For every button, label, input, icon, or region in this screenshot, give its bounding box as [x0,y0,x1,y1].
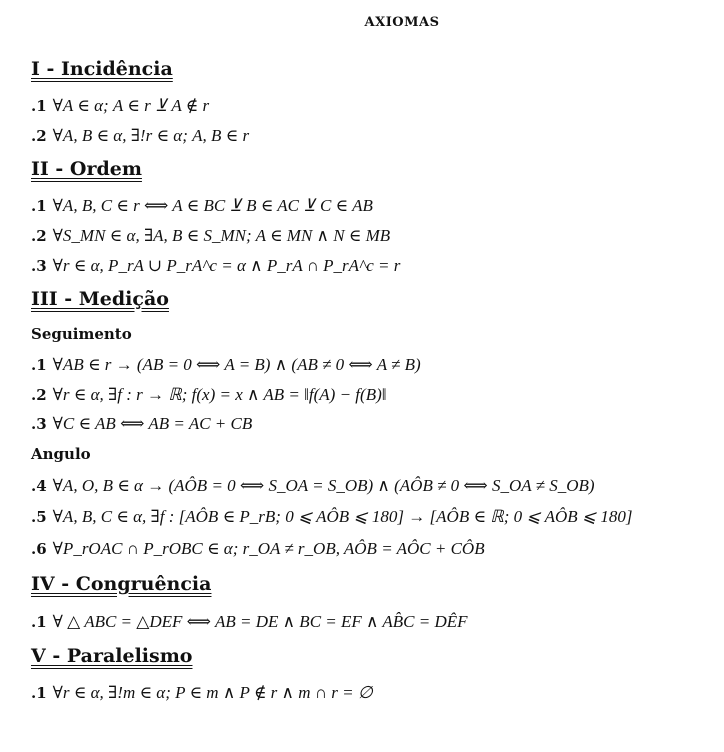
section-heading-ordem: II - Ordem [31,158,142,180]
axiom-medicao-3 [31,414,252,434]
axiom-formula: ∀S_MN ∈ α, ∃A, B ∈ S_MN; A ∈ MN ∧ N ∈ MB [52,226,391,245]
axiom-number: .1 [31,356,47,374]
axiom-medicao-4 [31,476,595,496]
section-heading-congruencia: IV - Congruência [31,573,212,595]
axiom-formula: ∀A, B, C ∈ α, ∃f : [AÔB ∈ P_rB; 0 ⩽ AÔB ⩽ 180] → [AÔB ∈ ℝ; 0 ⩽ AÔB ⩽ 180] [52,507,633,526]
subheading-angulo: Angulo [31,445,91,463]
section-heading-medicao: III - Medição [31,288,169,310]
axiom-congruencia-1 [31,612,468,632]
axiom-number: .6 [31,540,47,558]
axiom-formula: ∀A, B, C ∈ r ⟺ A ∈ BC ⊻ B ∈ AC ⊻ C ∈ AB [52,196,373,215]
page-title: AXIOMAS [364,15,440,30]
axiom-formula: ∀ △ ABC = △DEF ⟺ AB = DE ∧ BC = EF ∧ AB̂C = DÊF [52,612,468,631]
axiom-number: .3 [31,415,47,433]
axiom-paralelismo-1 [31,683,373,703]
axiom-medicao-5 [31,507,633,527]
axiom-number: .1 [31,613,47,631]
axiom-formula: ∀P_rOAC ∩ P_rOBC ∈ α; r_OA ≠ r_OB, AÔB = AÔC + CÔB [52,539,485,558]
axiom-formula: ∀r ∈ α, P_rA ∪ P_rA^c = α ∧ P_rA ∩ P_rA^c = r [52,256,401,275]
subheading-seguimento: Seguimento [31,325,132,343]
section-heading-paralelismo: V - Paralelismo [31,645,193,667]
axiom-number: .2 [31,227,47,245]
axiom-number: .4 [31,477,47,495]
axiom-formula: ∀AB ∈ r → (AB = 0 ⟺ A = B) ∧ (AB ≠ 0 ⟺ A ≠ B) [52,355,421,374]
axiom-number: .2 [31,127,47,145]
axiom-number: .1 [31,197,47,215]
axiom-ordem-2 [31,226,390,246]
axiom-medicao-2 [31,385,387,405]
axiom-number: .5 [31,508,47,526]
axiom-formula: ∀C ∈ AB ⟺ AB = AC + CB [52,414,253,433]
axiom-formula: ∀r ∈ α, ∃f : r → ℝ; f(x) = x ∧ AB = ‖f(A) − f(B)‖ [52,385,387,404]
axiom-medicao-6 [31,539,485,559]
axiom-number: .2 [31,386,47,404]
axiom-formula: ∀A ∈ α; A ∈ r ⊻ A ∉ r [52,96,210,115]
axiom-ordem-3 [31,256,400,276]
axiom-number: .1 [31,97,47,115]
axiom-incidencia-2 [31,126,249,146]
axiom-number: .1 [31,684,47,702]
axiom-incidencia-1 [31,96,209,116]
axiom-ordem-1 [31,196,373,216]
axiom-formula: ∀A, B ∈ α, ∃!r ∈ α; A, B ∈ r [52,126,250,145]
axiom-formula: ∀r ∈ α, ∃!m ∈ α; P ∈ m ∧ P ∉ r ∧ m ∩ r = ∅ [52,683,373,702]
section-heading-incidencia: I - Incidência [31,58,173,80]
axiom-formula: ∀A, O, B ∈ α → (AÔB = 0 ⟺ S_OA = S_OB) ∧ (AÔB ≠ 0 ⟺ S_OA ≠ S_OB) [52,476,595,495]
axiom-medicao-1 [31,355,421,375]
axiom-number: .3 [31,257,47,275]
